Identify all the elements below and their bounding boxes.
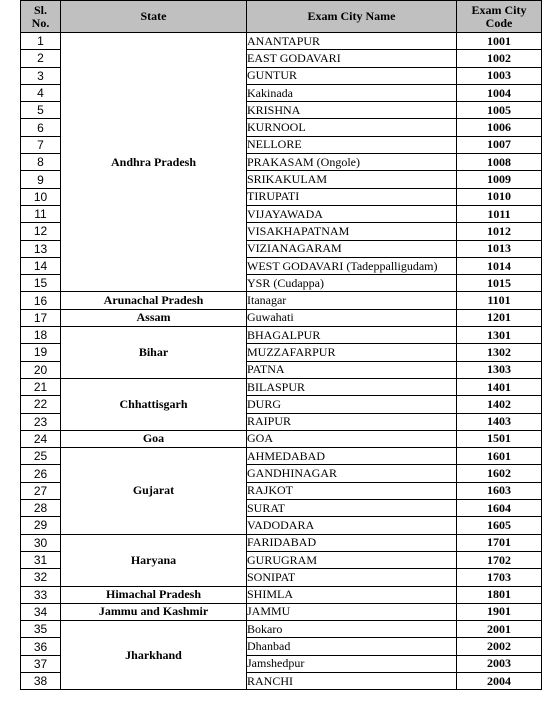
sl-no-cell: 15: [21, 275, 61, 292]
header-sl-line1: Sl.: [33, 2, 47, 17]
state-cell: Chhattisgarh: [61, 378, 247, 430]
code-cell: 1303: [457, 361, 542, 378]
city-cell: FARIDABAD: [247, 534, 457, 551]
state-cell: Jharkhand: [61, 621, 247, 690]
table-row: [21, 603, 542, 620]
city-cell: RAJKOT: [247, 482, 457, 499]
sl-no-cell: 22: [21, 396, 61, 413]
sl-no-cell: 21: [21, 378, 61, 395]
header-city: Exam City Name: [247, 1, 457, 33]
header-code: [457, 1, 542, 33]
city-cell: WEST GODAVARI (Tadeppalligudam): [247, 257, 457, 274]
city-cell: GOA: [247, 430, 457, 447]
code-cell: 1501: [457, 430, 542, 447]
table-row: [21, 586, 542, 603]
city-cell: PATNA: [247, 361, 457, 378]
table-row: [21, 430, 542, 447]
exam-city-table: [20, 0, 542, 690]
city-cell: VIJAYAWADA: [247, 205, 457, 222]
sl-no-cell: 2: [21, 50, 61, 67]
city-cell: GURUGRAM: [247, 551, 457, 568]
city-cell: SRIKAKULAM: [247, 171, 457, 188]
sl-no-cell: 25: [21, 448, 61, 465]
code-cell: 1011: [457, 205, 542, 222]
city-cell: BILASPUR: [247, 378, 457, 395]
sl-no-cell: 12: [21, 223, 61, 240]
header-state: State: [61, 1, 247, 33]
sl-no-cell: 30: [21, 534, 61, 551]
city-cell: Dhanbad: [247, 638, 457, 655]
sl-no-cell: 14: [21, 257, 61, 274]
sl-no-cell: 4: [21, 84, 61, 101]
sl-no-cell: 1: [21, 33, 61, 50]
table-header-row: [21, 1, 542, 33]
table-row: [21, 448, 542, 465]
city-cell: SONIPAT: [247, 569, 457, 586]
city-cell: VIZIANAGARAM: [247, 240, 457, 257]
sl-no-cell: 27: [21, 482, 61, 499]
code-cell: 1601: [457, 448, 542, 465]
city-cell: Itanagar: [247, 292, 457, 309]
city-cell: SHIMLA: [247, 586, 457, 603]
sl-no-cell: 9: [21, 171, 61, 188]
sl-no-cell: 16: [21, 292, 61, 309]
header-sl-no: [21, 1, 61, 33]
header-code-line1: Exam City: [471, 2, 527, 17]
code-cell: 1702: [457, 551, 542, 568]
code-cell: 1402: [457, 396, 542, 413]
code-cell: 2001: [457, 621, 542, 638]
sl-no-cell: 24: [21, 430, 61, 447]
code-cell: 1603: [457, 482, 542, 499]
state-cell: Andhra Pradesh: [61, 33, 247, 292]
sl-no-cell: 33: [21, 586, 61, 603]
code-cell: 1010: [457, 188, 542, 205]
sl-no-cell: 18: [21, 327, 61, 344]
code-cell: 1014: [457, 257, 542, 274]
state-cell: Goa: [61, 430, 247, 447]
code-cell: 2004: [457, 672, 542, 689]
table-row: [21, 292, 542, 309]
city-cell: JAMMU: [247, 603, 457, 620]
city-cell: GUNTUR: [247, 67, 457, 84]
state-cell: Himachal Pradesh: [61, 586, 247, 603]
sl-no-cell: 6: [21, 119, 61, 136]
table-row: [21, 327, 542, 344]
sl-no-cell: 26: [21, 465, 61, 482]
header-sl-line2: No.: [31, 15, 50, 30]
sl-no-cell: 20: [21, 361, 61, 378]
city-cell: TIRUPATI: [247, 188, 457, 205]
code-cell: 1701: [457, 534, 542, 551]
city-cell: DURG: [247, 396, 457, 413]
header-code-line2: Code: [485, 15, 513, 30]
city-cell: SURAT: [247, 500, 457, 517]
code-cell: 1101: [457, 292, 542, 309]
sl-no-cell: 19: [21, 344, 61, 361]
city-cell: VADODARA: [247, 517, 457, 534]
city-cell: Kakinada: [247, 84, 457, 101]
table-row: [21, 534, 542, 551]
code-cell: 1007: [457, 136, 542, 153]
state-cell: Arunachal Pradesh: [61, 292, 247, 309]
state-cell: Haryana: [61, 534, 247, 586]
city-cell: RANCHI: [247, 672, 457, 689]
code-cell: 1013: [457, 240, 542, 257]
sl-no-cell: 17: [21, 309, 61, 326]
city-cell: YSR (Cudappa): [247, 275, 457, 292]
code-cell: 1201: [457, 309, 542, 326]
sl-no-cell: 7: [21, 136, 61, 153]
sl-no-cell: 28: [21, 500, 61, 517]
table-body: [21, 33, 542, 690]
code-cell: 1009: [457, 171, 542, 188]
city-cell: Bokaro: [247, 621, 457, 638]
sl-no-cell: 29: [21, 517, 61, 534]
sl-no-cell: 8: [21, 154, 61, 171]
sl-no-cell: 37: [21, 655, 61, 672]
city-cell: Jamshedpur: [247, 655, 457, 672]
state-cell: Gujarat: [61, 448, 247, 534]
code-cell: 1004: [457, 84, 542, 101]
state-cell: Assam: [61, 309, 247, 326]
city-cell: KRISHNA: [247, 102, 457, 119]
code-cell: 1604: [457, 500, 542, 517]
city-cell: MUZZAFARPUR: [247, 344, 457, 361]
code-cell: 1302: [457, 344, 542, 361]
state-cell: Jammu and Kashmir: [61, 603, 247, 620]
table-row: [21, 621, 542, 638]
sl-no-cell: 35: [21, 621, 61, 638]
code-cell: 1008: [457, 154, 542, 171]
code-cell: 1602: [457, 465, 542, 482]
code-cell: 1401: [457, 378, 542, 395]
city-cell: VISAKHAPATNAM: [247, 223, 457, 240]
city-cell: EAST GODAVARI: [247, 50, 457, 67]
table-row: [21, 378, 542, 395]
code-cell: 1703: [457, 569, 542, 586]
city-cell: KURNOOL: [247, 119, 457, 136]
city-cell: AHMEDABAD: [247, 448, 457, 465]
code-cell: 1403: [457, 413, 542, 430]
sl-no-cell: 23: [21, 413, 61, 430]
sl-no-cell: 10: [21, 188, 61, 205]
table-row: [21, 33, 542, 50]
code-cell: 1006: [457, 119, 542, 136]
code-cell: 1015: [457, 275, 542, 292]
code-cell: 1301: [457, 327, 542, 344]
city-cell: GANDHINAGAR: [247, 465, 457, 482]
sl-no-cell: 5: [21, 102, 61, 119]
code-cell: 1801: [457, 586, 542, 603]
city-cell: RAIPUR: [247, 413, 457, 430]
city-cell: ANANTAPUR: [247, 33, 457, 50]
sl-no-cell: 13: [21, 240, 61, 257]
city-cell: PRAKASAM (Ongole): [247, 154, 457, 171]
code-cell: 1002: [457, 50, 542, 67]
code-cell: 1901: [457, 603, 542, 620]
code-cell: 1005: [457, 102, 542, 119]
code-cell: 1003: [457, 67, 542, 84]
city-cell: Guwahati: [247, 309, 457, 326]
city-cell: NELLORE: [247, 136, 457, 153]
city-cell: BHAGALPUR: [247, 327, 457, 344]
state-cell: Bihar: [61, 327, 247, 379]
code-cell: 1001: [457, 33, 542, 50]
sl-no-cell: 11: [21, 205, 61, 222]
code-cell: 2003: [457, 655, 542, 672]
code-cell: 1605: [457, 517, 542, 534]
sl-no-cell: 34: [21, 603, 61, 620]
code-cell: 2002: [457, 638, 542, 655]
sl-no-cell: 38: [21, 672, 61, 689]
sl-no-cell: 36: [21, 638, 61, 655]
code-cell: 1012: [457, 223, 542, 240]
sl-no-cell: 31: [21, 551, 61, 568]
table-row: [21, 309, 542, 326]
sl-no-cell: 3: [21, 67, 61, 84]
sl-no-cell: 32: [21, 569, 61, 586]
